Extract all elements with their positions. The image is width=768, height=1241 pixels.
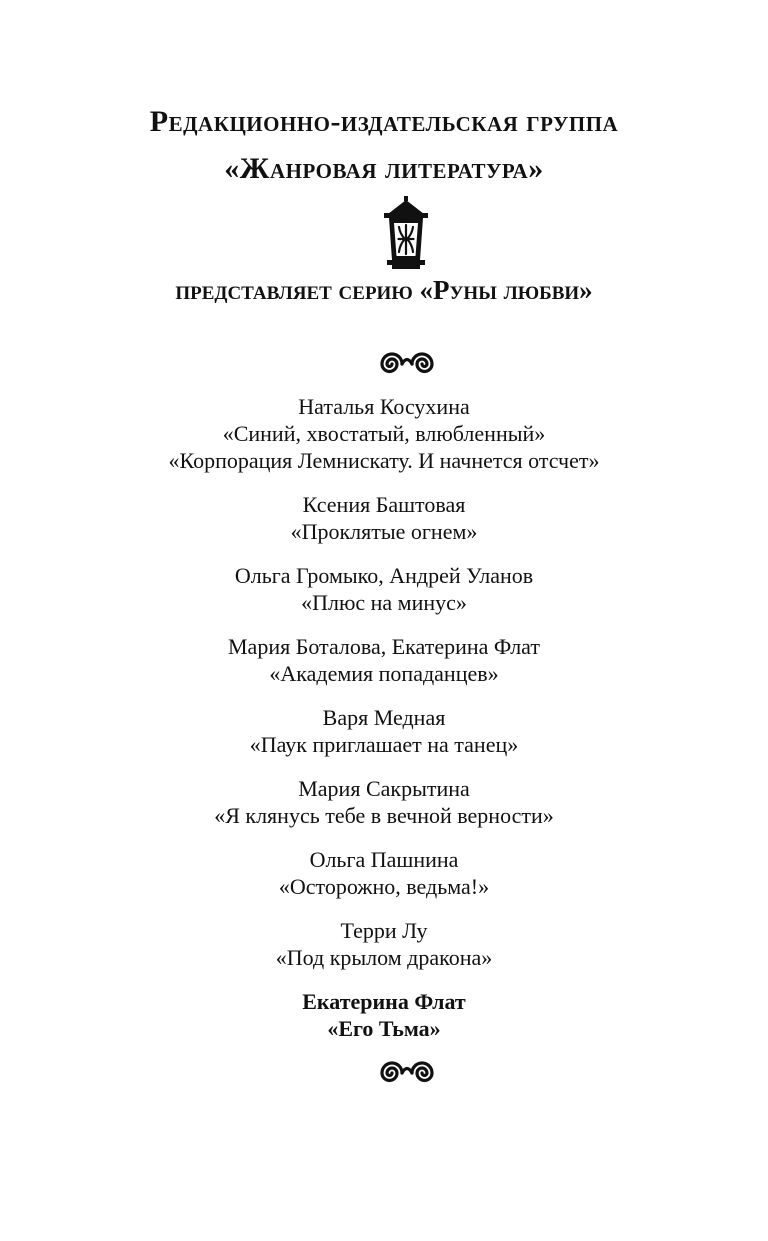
list-item [0, 633, 768, 687]
book-title: «Осторожно, ведьма!» [278, 874, 490, 899]
book-title: «Паук приглашает на танец» [249, 732, 519, 757]
book-title: «Синий, хвостатый, влюбленный» [222, 421, 546, 446]
book-author: Терри Лу [340, 918, 428, 943]
book-author: Екатерина Флат [302, 989, 466, 1014]
list-item [0, 704, 768, 758]
series-title: представляет серию «Руны любви» [175, 275, 593, 305]
book-title: «Проклятые огнем» [290, 519, 478, 544]
book-title: «Его Тьма» [327, 1016, 441, 1041]
list-item [0, 491, 768, 545]
list-item-current-book [0, 988, 768, 1042]
book-author: Наталья Косухина [298, 394, 470, 419]
book-author: Ольга Громыко, Андрей Уланов [234, 563, 534, 588]
list-item [0, 562, 768, 616]
book-title: «Плюс на минус» [301, 590, 467, 615]
book-author: Варя Медная [322, 705, 446, 730]
book-title: «Под крылом дракона» [275, 945, 493, 970]
double-spiral-ornament-icon [376, 1055, 438, 1085]
list-item [0, 846, 768, 900]
list-item [0, 775, 768, 829]
book-author: Ксения Баштовая [302, 492, 466, 517]
book-author: Мария Боталова, Екатерина Флат [228, 634, 540, 659]
book-title: «Академия попаданцев» [269, 661, 499, 686]
list-item [0, 393, 768, 474]
publisher-line-1: Редакционно-издательская группа [149, 105, 619, 138]
book-title: «Корпорация Лемнискату. И начнется отсчет» [168, 448, 600, 473]
book-author: Мария Сакрытина [298, 776, 470, 801]
publisher-heading [0, 98, 768, 192]
publisher-line-2: «Жанровая литература» [224, 152, 544, 185]
book-author: Ольга Пашнина [309, 847, 459, 872]
lantern-zh-icon [378, 196, 434, 270]
book-title: «Я клянусь тебе в вечной верности» [214, 803, 554, 828]
list-item [0, 917, 768, 971]
double-spiral-ornament-icon [376, 346, 438, 376]
book-list [0, 393, 768, 1059]
